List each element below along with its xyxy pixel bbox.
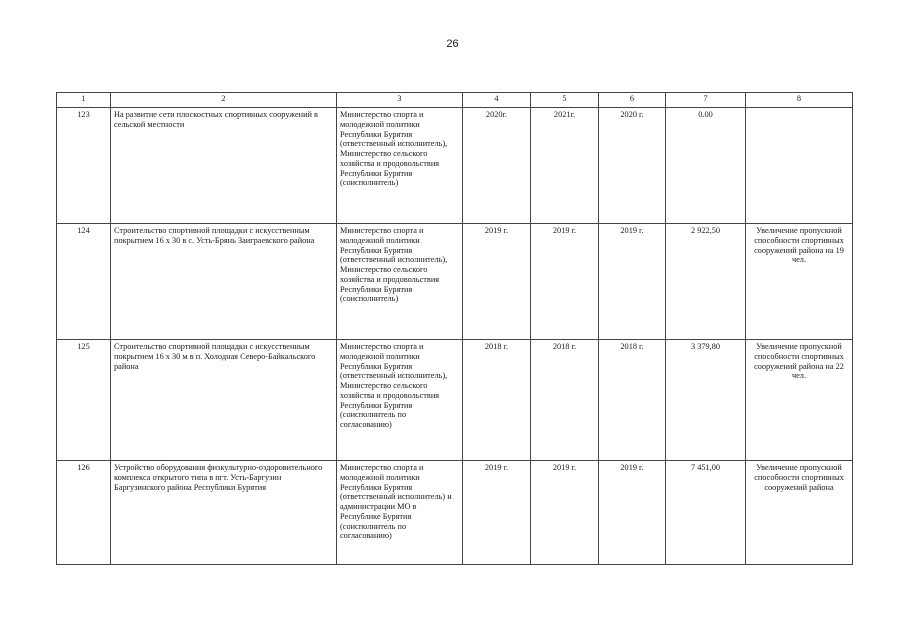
- measure-name: На развитие сети плоскостных спортивных сооружений в сельской местности: [111, 108, 337, 224]
- page-number: 26: [446, 38, 459, 50]
- table-row: [57, 340, 853, 461]
- row-number: 123: [57, 108, 111, 224]
- row-number: 125: [57, 340, 111, 461]
- year-cell: 2020г.: [463, 108, 531, 224]
- year-cell: 2018 г.: [599, 340, 666, 461]
- year-cell: 2019 г.: [463, 224, 531, 340]
- column-header: 4: [463, 93, 531, 108]
- year-cell: 2021г.: [531, 108, 599, 224]
- year-cell: 2019 г.: [599, 224, 666, 340]
- year-cell: 2018 г.: [463, 340, 531, 461]
- result-cell: Увеличение пропускной способности спортивных сооружений района на 22 чел.: [746, 340, 853, 461]
- measure-name: Строительство спортивной площадки с искусственным покрытием 16 х 30 м в п. Холодная Северо-Байкальского района: [111, 340, 337, 461]
- result-cell: Увеличение пропускной способности спортивных сооружений района на 19 чел.: [746, 224, 853, 340]
- column-header: 7: [666, 93, 746, 108]
- executor: Министерство спорта и молодежной политики Республики Бурятия (ответственный исполнитель), Министерство сельского хозяйства и продовольствия Республики Бурятия (соисполнитель): [337, 108, 463, 224]
- result-cell: Увеличение пропускной способности спортивных сооружений района: [746, 461, 853, 565]
- column-header: 8: [746, 93, 853, 108]
- table-row: [57, 108, 853, 224]
- amount-cell: 0.00: [666, 108, 746, 224]
- result-cell: [746, 108, 853, 224]
- table-row: [57, 224, 853, 340]
- table-row: [57, 461, 853, 565]
- amount-cell: 2 922,50: [666, 224, 746, 340]
- year-cell: 2019 г.: [531, 224, 599, 340]
- row-number: 124: [57, 224, 111, 340]
- amount-cell: 3 379,80: [666, 340, 746, 461]
- column-header: 5: [531, 93, 599, 108]
- program-table: [56, 92, 853, 565]
- row-number: 126: [57, 461, 111, 565]
- measure-name: Строительство спортивной площадки с искусственным покрытием 16 х 30 в с. Усть-Брянь Заиграевского района: [111, 224, 337, 340]
- amount-cell: 7 451,00: [666, 461, 746, 565]
- year-cell: 2019 г.: [531, 461, 599, 565]
- measure-name: Устройство оборудования физкультурно-оздоровительного комплекса открытого типа в пгт. Усть-Баргузин Баргузинского района Республики Бурятия: [111, 461, 337, 565]
- table-header-row: [57, 93, 853, 108]
- executor: Министерство спорта и молодежной политики Республики Бурятия (ответственный исполнитель), Министерство сельского хозяйства и продовольствия Республики Бурятия (соисполнитель): [337, 224, 463, 340]
- executor: Министерство спорта и молодежной политики Республики Бурятия (ответственный исполнитель) и администрации МО в Республике Бурятия (соисполнитель по согласованию): [337, 461, 463, 565]
- column-header: 1: [57, 93, 111, 108]
- year-cell: 2019 г.: [463, 461, 531, 565]
- column-header: 6: [599, 93, 666, 108]
- year-cell: 2020 г.: [599, 108, 666, 224]
- column-header: 2: [111, 93, 337, 108]
- column-header: 3: [337, 93, 463, 108]
- executor: Министерство спорта и молодежной политики Республики Бурятия (ответственный исполнитель), Министерство сельского хозяйства и продовольствия Республики Бурятия (соисполнитель по согласованию): [337, 340, 463, 461]
- year-cell: 2018 г.: [531, 340, 599, 461]
- year-cell: 2019 г.: [599, 461, 666, 565]
